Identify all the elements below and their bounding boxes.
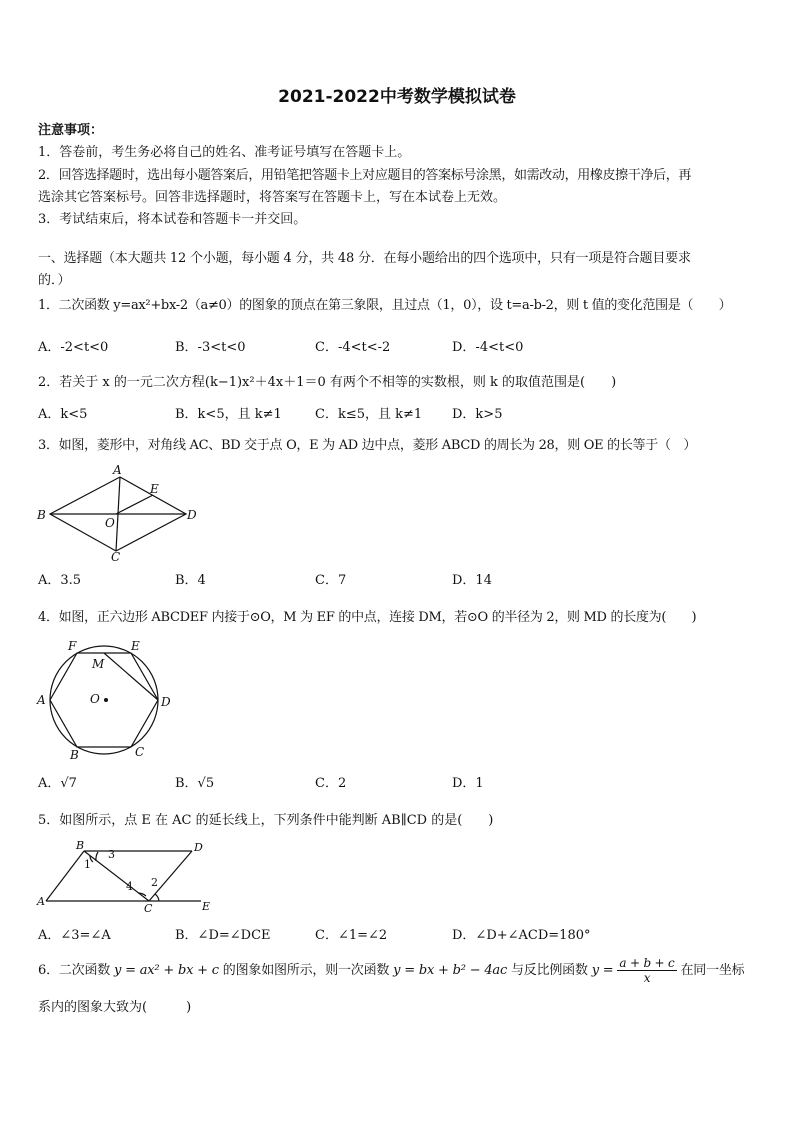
question-1-option-b[interactable]: B．-3<t<0 (175, 340, 246, 355)
question-4-stem: 4．如图，正六边形 ABCDEF 内接于⊙O，M 为 EF 的中点，连接 DM，若⊙O 的半径为 2，则 MD 的长度为( ) (38, 610, 697, 625)
label-b: B (70, 748, 79, 762)
question-3-option-c[interactable]: C．7 (315, 573, 347, 588)
fraction-denominator: x (643, 971, 651, 985)
label-d: D (187, 508, 197, 522)
notice-item-1: 1．答卷前，考生务必将自己的姓名、准考证号填写在答题卡上。 (38, 145, 411, 160)
question-4-option-c[interactable]: C．2 (315, 776, 347, 791)
question-3-option-a[interactable]: A．3.5 (38, 573, 82, 588)
label-f: F (68, 639, 77, 653)
formula-quadratic: y = ax² + bx + c (114, 963, 219, 978)
question-5-option-c[interactable]: C．∠1=∠2 (315, 928, 388, 943)
notice-item-3: 3．考试结束后，将本试卷和答题卡一并交回。 (38, 212, 307, 227)
label-e: E (202, 900, 211, 913)
formula-linear: y = bx + b² − 4ac (393, 963, 508, 978)
question-3-option-b[interactable]: B．4 (175, 573, 206, 588)
question-2-stem: 2．若关于 x 的一元二次方程(k−1)x²＋4x＋1＝0 有两个不相等的实数根，则 k 的取值范围是( ) (38, 375, 617, 390)
page-title: 2021-2022中考数学模拟试卷 (278, 87, 516, 107)
section-heading: 一、选择题（本大题共 12 个小题，每小题 4 分，共 48 分．在每小题给出的四个选项中，只有一项是符合题目要求 (38, 251, 691, 266)
label-a: A (37, 693, 46, 707)
label-4: 4 (126, 880, 133, 893)
label-o: O (90, 692, 100, 706)
question-2-option-a[interactable]: A．k<5 (38, 407, 88, 422)
question-3-stem: 3．如图，菱形中，对角线 AC、BD 交于点 O，E 为 AD 边中点，菱形 ABCD 的周长为 28，则 OE 的长等于（ ） (38, 438, 697, 453)
label-a: A (113, 463, 122, 477)
question-6-text-4: 在同一坐标 (676, 963, 745, 978)
label-c: C (111, 550, 121, 562)
label-3: 3 (108, 848, 115, 861)
question-3-option-d[interactable]: D．14 (452, 573, 492, 588)
notice-item-2: 2．回答选择题时，选出每小题答案后，用铅笔把答题卡上对应题目的答案标号涂黑，如需改动，用橡皮擦干净后，再 (38, 168, 692, 183)
notice-item-2-cont: 选涂其它答案标号。回答非选择题时，将答案写在答题卡上，写在本试卷上无效。 (38, 190, 507, 205)
question-6-text-2: 的图象如图所示，则一次函数 (218, 963, 394, 978)
label-d: D (194, 841, 203, 854)
question-1-option-d[interactable]: D．-4<t<0 (452, 340, 524, 355)
question-2-option-d[interactable]: D．k>5 (452, 407, 503, 422)
parallel-lines-figure (36, 838, 216, 914)
label-m: M (92, 657, 105, 671)
question-4-option-a[interactable]: A．√7 (38, 776, 77, 791)
label-d: D (161, 695, 171, 709)
question-4-option-d[interactable]: D．1 (452, 776, 484, 791)
question-5-option-b[interactable]: B．∠D=∠DCE (175, 928, 271, 943)
label-e: E (150, 482, 159, 496)
question-6-stem (38, 954, 744, 988)
label-c: C (144, 902, 153, 914)
question-1-option-c[interactable]: C．-4<t<-2 (315, 340, 391, 355)
question-5-option-a[interactable]: A．∠3=∠A (38, 928, 111, 943)
rhombus-figure (36, 462, 206, 562)
question-1-stem: 1．二次函数 y=ax²+bx-2（a≠0）的图象的顶点在第三象限，且过点（1，0），设 t=a-b-2，则 t 值的变化范围是（ ） (38, 298, 732, 313)
hexagon-circle-figure (34, 636, 179, 764)
label-b: B (37, 508, 46, 522)
label-1: 1 (84, 858, 91, 871)
fraction-numerator: a + b + c (619, 956, 675, 970)
question-6-stem-cont: 系内的图象大致为( ) (38, 1000, 192, 1015)
question-5-option-d[interactable]: D．∠D+∠ACD=180° (452, 928, 591, 943)
question-2-option-c[interactable]: C．k≤5，且 k≠1 (315, 407, 423, 422)
label-2: 2 (151, 876, 158, 889)
question-5-stem: 5．如图所示，点 E 在 AC 的延长线上，下列条件中能判断 AB∥CD 的是( ) (38, 813, 494, 828)
formula-inverse-fraction (617, 956, 676, 985)
label-b: B (76, 839, 85, 852)
notice-heading: 注意事项： (38, 123, 104, 138)
question-6-text-1: 6．二次函数 (38, 963, 115, 978)
label-o: O (105, 516, 115, 530)
question-2-option-b[interactable]: B．k<5，且 k≠1 (175, 407, 282, 422)
formula-inverse-lhs: y = (591, 963, 614, 978)
label-a: A (37, 895, 45, 908)
question-1-option-a[interactable]: A．-2<t<0 (38, 340, 109, 355)
question-4-option-b[interactable]: B．√5 (175, 776, 215, 791)
label-c: C (135, 745, 145, 759)
section-heading-cont: 的．） (38, 273, 71, 288)
question-6-text-3: 与反比例函数 (507, 963, 592, 978)
label-e: E (131, 639, 140, 653)
